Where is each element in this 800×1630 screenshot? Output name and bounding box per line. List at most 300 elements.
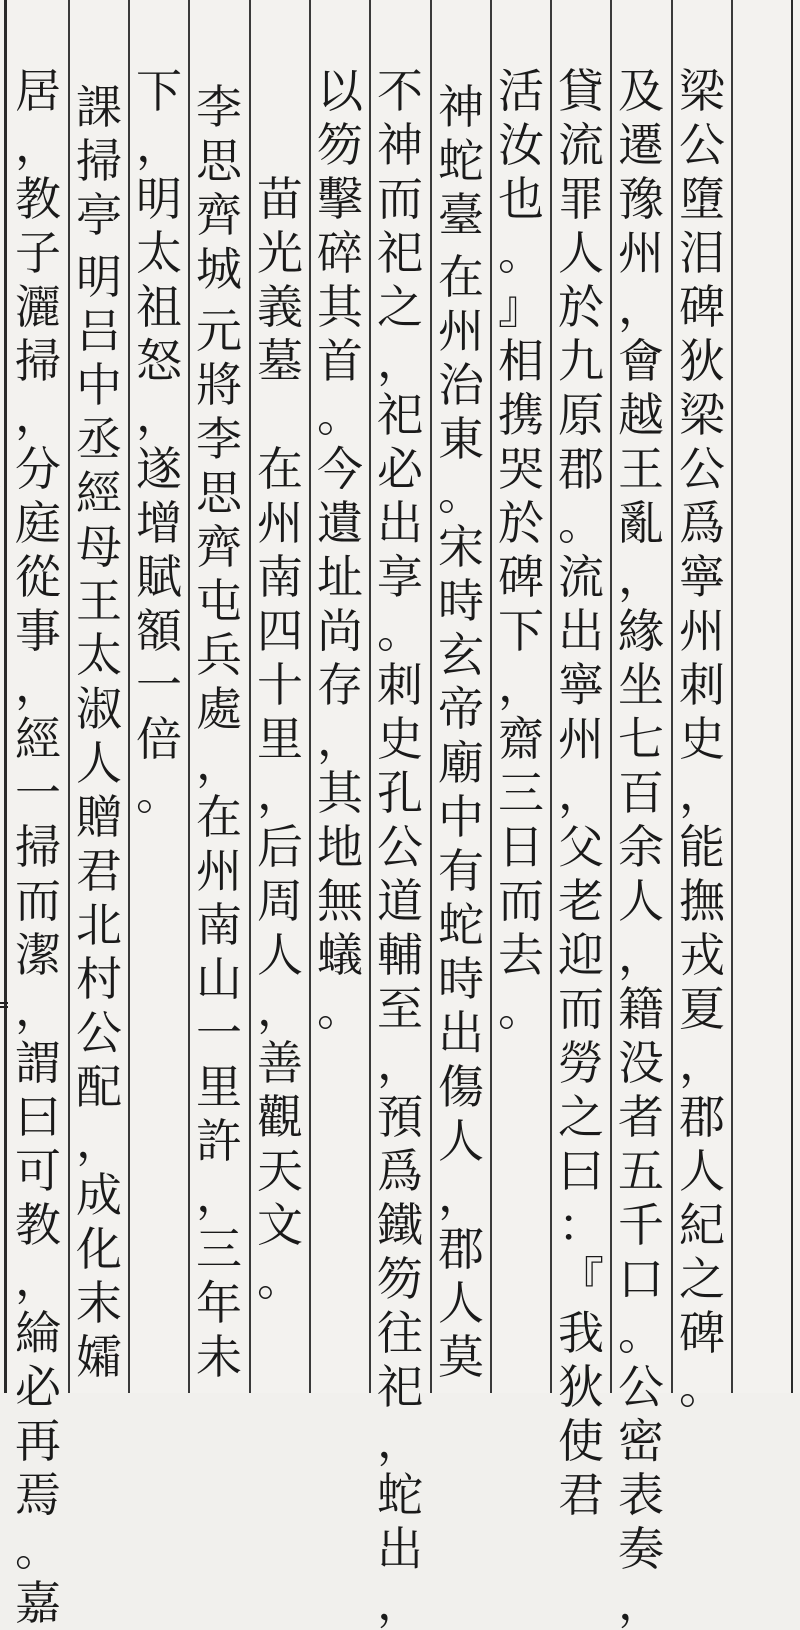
- text-char: 州: [558, 712, 604, 766]
- text-char: ，: [618, 928, 664, 982]
- text-char: 存: [317, 658, 363, 712]
- text-char: 中: [438, 790, 484, 844]
- text-char: 相: [498, 334, 544, 388]
- text-char: 元: [196, 304, 242, 358]
- text-char: 曰: [15, 1090, 61, 1144]
- text-char: 人: [438, 1276, 484, 1330]
- text-char: 貸: [558, 64, 604, 118]
- text-char: ，: [196, 736, 242, 790]
- text-char: 村: [76, 952, 122, 1006]
- text-char: 時: [438, 952, 484, 1006]
- text-char: 十: [257, 658, 303, 712]
- text-char: ，: [15, 658, 61, 712]
- text-char: 』: [498, 280, 544, 334]
- column-rule: [430, 0, 432, 1393]
- text-char: 必: [377, 442, 423, 496]
- column-rule: [490, 0, 492, 1393]
- text-char: 屯: [196, 574, 242, 628]
- text-char: ，: [679, 766, 725, 820]
- text-char: 我: [558, 1306, 604, 1360]
- text-char: 宋: [438, 520, 484, 574]
- text-char: 光: [257, 226, 303, 280]
- text-char: 鐵: [377, 1198, 423, 1252]
- column-rule: [610, 0, 612, 1393]
- text-char: 末: [76, 1276, 122, 1330]
- text-char: 而: [498, 874, 544, 928]
- text-char: 碎: [317, 226, 363, 280]
- text-char: 以: [317, 64, 363, 118]
- text-char: 父: [558, 820, 604, 874]
- text-char: 輔: [377, 928, 423, 982]
- text-char: 君: [76, 844, 122, 898]
- text-char: 神: [438, 80, 484, 134]
- text-char: [0, 442, 8, 496]
- text-char: 。: [558, 496, 604, 550]
- text-column: [310, 64, 370, 1384]
- text-char: 。: [498, 982, 544, 1036]
- text-char: 母: [76, 520, 122, 574]
- text-char: 教: [15, 172, 61, 226]
- text-char: 臺: [438, 188, 484, 242]
- text-char: 越: [618, 388, 664, 442]
- text-char: [0, 118, 8, 172]
- text-char: 玄: [438, 628, 484, 682]
- text-char: 李: [196, 80, 242, 134]
- text-char: 於: [558, 280, 604, 334]
- text-char: 課: [76, 80, 122, 134]
- text-char: 蛇: [377, 1468, 423, 1522]
- text-char: 其: [317, 766, 363, 820]
- text-char: 成: [76, 1168, 122, 1222]
- text-char: 出: [377, 496, 423, 550]
- text-char: [0, 496, 8, 550]
- text-char: 首: [317, 334, 363, 388]
- text-char: 觀: [257, 1090, 303, 1144]
- text-char: 北: [76, 898, 122, 952]
- text-char: ，: [618, 1576, 664, 1630]
- text-char: 太: [76, 628, 122, 682]
- text-char: 表: [618, 1468, 664, 1522]
- text-char: 往: [377, 1306, 423, 1360]
- text-char: 處: [196, 682, 242, 736]
- text-char: 紀: [679, 1198, 725, 1252]
- text-char: 流: [558, 118, 604, 172]
- text-char: 日: [498, 820, 544, 874]
- text-char: 一: [196, 1006, 242, 1060]
- text-char: 無: [317, 874, 363, 928]
- text-char: 焉: [15, 1468, 61, 1522]
- text-char: 千: [618, 1198, 664, 1252]
- text-char: 籍: [618, 982, 664, 1036]
- text-char: 没: [618, 1036, 664, 1090]
- text-char: 州: [618, 226, 664, 280]
- text-char: 。: [15, 1522, 61, 1576]
- text-char: 公: [618, 1360, 664, 1414]
- text-char: 有: [438, 844, 484, 898]
- text-char: 許: [196, 1114, 242, 1168]
- text-char: 擊: [317, 172, 363, 226]
- text-char: 也: [498, 172, 544, 226]
- text-char: 州: [679, 604, 725, 658]
- text-char: [0, 766, 8, 820]
- column-rule: [369, 0, 371, 1393]
- text-char: 去: [498, 928, 544, 982]
- text-char: 老: [558, 874, 604, 928]
- text-char: 綸: [15, 1306, 61, 1360]
- text-column: [551, 64, 611, 1522]
- text-char: 治: [438, 358, 484, 412]
- text-char: 嘉: [15, 1576, 61, 1630]
- text-char: 公: [679, 442, 725, 496]
- page-right-border: [791, 0, 793, 1393]
- text-char: 曰: [558, 1144, 604, 1198]
- text-char: 。: [679, 1360, 725, 1414]
- text-char: 文: [257, 1198, 303, 1252]
- text-char: 。: [317, 388, 363, 442]
- column-rule: [550, 0, 552, 1393]
- text-char: 爲: [679, 496, 725, 550]
- text-char: [0, 388, 8, 442]
- text-char: 增: [136, 496, 182, 550]
- text-column: [611, 64, 671, 1630]
- text-char: 傷: [438, 1060, 484, 1114]
- text-char: 墓: [257, 334, 303, 388]
- text-char: 遷: [618, 118, 664, 172]
- text-column: [491, 64, 551, 1384]
- text-char: 庭: [15, 496, 61, 550]
- text-char: 及: [618, 64, 664, 118]
- text-char: 未: [196, 1330, 242, 1384]
- text-char: 子: [15, 226, 61, 280]
- text-char: 灑: [15, 280, 61, 334]
- text-char: 明: [136, 172, 182, 226]
- text-char: 活: [498, 64, 544, 118]
- text-char: 梁: [679, 388, 725, 442]
- text-char: 齋: [498, 712, 544, 766]
- text-char: 山: [196, 952, 242, 1006]
- text-char: 天: [257, 1144, 303, 1198]
- text-column: [189, 64, 249, 1384]
- text-char: 哭: [498, 442, 544, 496]
- text-char: 碑: [498, 550, 544, 604]
- text-char: 經: [76, 466, 122, 520]
- text-char: 化: [76, 1222, 122, 1276]
- text-char: 預: [377, 1090, 423, 1144]
- text-column: [672, 64, 732, 1414]
- text-char: 至: [377, 982, 423, 1036]
- text-char: 丞: [76, 412, 122, 466]
- column-rule: [68, 0, 70, 1393]
- text-char: 笏: [317, 118, 363, 172]
- text-char: [0, 604, 8, 658]
- text-char: 迎: [558, 928, 604, 982]
- text-char: 三: [498, 766, 544, 820]
- column-rule: [249, 0, 251, 1393]
- text-char: 蛇: [438, 898, 484, 952]
- text-char: 人: [76, 736, 122, 790]
- text-char: 公: [76, 1006, 122, 1060]
- text-char: 南: [257, 550, 303, 604]
- text-char: ，: [76, 1114, 122, 1168]
- text-char: 可: [15, 1144, 61, 1198]
- text-char: 笏: [377, 1252, 423, 1306]
- text-char: 東: [438, 412, 484, 466]
- text-char: 其: [317, 280, 363, 334]
- text-char: 郡: [438, 1222, 484, 1276]
- text-char: ：: [558, 1198, 604, 1252]
- text-char: 遺: [317, 496, 363, 550]
- text-char: 九: [558, 334, 604, 388]
- text-char: 『: [558, 1252, 604, 1306]
- text-char: 夏: [679, 982, 725, 1036]
- text-char: 齊: [196, 520, 242, 574]
- text-char: 之: [679, 1252, 725, 1306]
- text-char: 額: [136, 604, 182, 658]
- text-char: ，: [377, 1036, 423, 1090]
- text-char: 謂: [15, 1036, 61, 1090]
- text-char: 使: [558, 1414, 604, 1468]
- text-column: [8, 64, 68, 1630]
- text-char: 年: [196, 1276, 242, 1330]
- text-char: 在: [438, 250, 484, 304]
- text-char: ，: [15, 982, 61, 1036]
- text-char: ，: [618, 550, 664, 604]
- text-column: [431, 64, 491, 1384]
- text-char: 從: [15, 550, 61, 604]
- text-char: ，: [618, 280, 664, 334]
- text-char: 刺: [679, 658, 725, 712]
- text-char: 必: [15, 1360, 61, 1414]
- text-char: 百: [618, 766, 664, 820]
- text-char: 而: [558, 982, 604, 1036]
- text-char: 州: [438, 304, 484, 358]
- text-char: 緣: [618, 604, 664, 658]
- text-char: 亭: [76, 188, 122, 242]
- text-char: 道: [377, 874, 423, 928]
- text-char: [0, 712, 8, 766]
- text-char: [0, 64, 8, 118]
- text-char: 蛇: [438, 134, 484, 188]
- text-char: 廟: [438, 736, 484, 790]
- text-char: 里: [196, 1060, 242, 1114]
- text-char: 公: [377, 820, 423, 874]
- text-char: 。: [618, 1306, 664, 1360]
- column-rule: [128, 0, 130, 1393]
- text-char: 享: [377, 550, 423, 604]
- text-char: [0, 172, 8, 226]
- text-char: 掃: [76, 134, 122, 188]
- text-char: 蟻: [317, 928, 363, 982]
- text-char: ，: [15, 1252, 61, 1306]
- text-char: 密: [618, 1414, 664, 1468]
- text-char: 賦: [136, 550, 182, 604]
- text-char: 潔: [15, 928, 61, 982]
- text-char: 郡: [558, 442, 604, 496]
- text-char: 時: [438, 574, 484, 628]
- text-char: 再: [15, 1414, 61, 1468]
- text-char: ，: [257, 766, 303, 820]
- text-char: ，: [15, 118, 61, 172]
- text-char: 。: [136, 766, 182, 820]
- text-char: 豫: [618, 172, 664, 226]
- text-char: 寧: [558, 658, 604, 712]
- text-char: [0, 334, 8, 388]
- text-char: 携: [498, 388, 544, 442]
- text-char: 人: [679, 1144, 725, 1198]
- text-char: 而: [15, 874, 61, 928]
- text-char: 下: [136, 64, 182, 118]
- text-char: 祖: [136, 280, 182, 334]
- text-char: 中: [76, 358, 122, 412]
- text-char: 勞: [558, 1036, 604, 1090]
- text-char: 五: [618, 1144, 664, 1198]
- text-char: 余: [618, 820, 664, 874]
- text-char: 君: [558, 1468, 604, 1522]
- text-char: 口: [618, 1252, 664, 1306]
- text-char: 贈: [76, 790, 122, 844]
- text-char: 出: [438, 1006, 484, 1060]
- text-char: 碑: [679, 280, 725, 334]
- text-char: 。: [257, 1252, 303, 1306]
- text-char: 人: [618, 874, 664, 928]
- text-char: 祀: [377, 226, 423, 280]
- text-char: 狄: [679, 334, 725, 388]
- text-char: 義: [257, 280, 303, 334]
- text-char: 掃: [15, 820, 61, 874]
- column-rule: [671, 0, 673, 1393]
- text-char: 之: [558, 1090, 604, 1144]
- text-char: 在: [257, 442, 303, 496]
- text-char: 里: [257, 712, 303, 766]
- text-char: 者: [618, 1090, 664, 1144]
- text-char: 會: [618, 334, 664, 388]
- text-char: 事: [15, 604, 61, 658]
- text-char: 出: [377, 1522, 423, 1576]
- text-char: 戎: [679, 928, 725, 982]
- text-char: 梁: [679, 64, 725, 118]
- text-char: 配: [76, 1060, 122, 1114]
- text-char: 今: [317, 442, 363, 496]
- text-char: 撫: [679, 874, 725, 928]
- text-char: 莫: [438, 1330, 484, 1384]
- text-char: 。: [377, 604, 423, 658]
- text-char: 善: [257, 1036, 303, 1090]
- text-char: 亂: [618, 496, 664, 550]
- text-char: 墮: [679, 172, 725, 226]
- text-char: 居: [15, 64, 61, 118]
- text-char: 明: [76, 250, 122, 304]
- text-char: 三: [196, 1222, 242, 1276]
- text-char: 汝: [498, 118, 544, 172]
- text-char: ，: [317, 712, 363, 766]
- text-char: 流: [558, 550, 604, 604]
- text-char: 掃: [15, 334, 61, 388]
- text-char: 兵: [196, 628, 242, 682]
- text-char: 一: [15, 766, 61, 820]
- text-column: [370, 64, 430, 1630]
- text-char: ，: [498, 658, 544, 712]
- text-column: [129, 64, 189, 1384]
- text-char: 奏: [618, 1522, 664, 1576]
- text-char: 南: [196, 898, 242, 952]
- text-char: 一: [136, 658, 182, 712]
- text-char: 坐: [618, 658, 664, 712]
- text-char: 州: [257, 496, 303, 550]
- text-char: 址: [317, 550, 363, 604]
- text-char: ，: [15, 388, 61, 442]
- text-char: 泪: [679, 226, 725, 280]
- text-char: 孔: [377, 766, 423, 820]
- text-char: 史: [679, 712, 725, 766]
- text-char: 分: [15, 442, 61, 496]
- text-char: 能: [679, 820, 725, 874]
- text-char: 經: [15, 712, 61, 766]
- text-char: 刺: [377, 658, 423, 712]
- text-char: 淑: [76, 682, 122, 736]
- text-char: 公: [679, 118, 725, 172]
- text-char: 周: [257, 874, 303, 928]
- text-char: 祀: [377, 388, 423, 442]
- text-char: 。: [498, 226, 544, 280]
- text-char: 將: [196, 358, 242, 412]
- text-char: [0, 280, 8, 334]
- text-char: 王: [76, 574, 122, 628]
- text-column: [0, 64, 8, 1384]
- text-char: ，: [558, 766, 604, 820]
- text-char: 郡: [679, 1090, 725, 1144]
- text-char: ，: [377, 334, 423, 388]
- text-char: 后: [257, 820, 303, 874]
- text-char: ，: [679, 1036, 725, 1090]
- text-char: 寧: [679, 550, 725, 604]
- text-char: 城: [196, 242, 242, 296]
- text-char: 孀: [76, 1330, 122, 1384]
- text-char: ，: [257, 982, 303, 1036]
- text-char: ，: [377, 1576, 423, 1630]
- text-char: 太: [136, 226, 182, 280]
- text-char: ，: [377, 1414, 423, 1468]
- text-char: 人: [257, 928, 303, 982]
- text-char: 狄: [558, 1360, 604, 1414]
- text-char: 遂: [136, 442, 182, 496]
- text-char: 人: [438, 1114, 484, 1168]
- text-char: [0, 550, 8, 604]
- column-rule: [309, 0, 311, 1393]
- text-char: 李: [196, 412, 242, 466]
- text-char: 思: [196, 134, 242, 188]
- text-char: 罪: [558, 172, 604, 226]
- text-char: 。: [438, 466, 484, 520]
- text-char: 州: [196, 844, 242, 898]
- text-char: ，: [196, 1168, 242, 1222]
- text-char: 怒: [136, 334, 182, 388]
- text-char: 倍: [136, 712, 182, 766]
- text-char: 在: [196, 790, 242, 844]
- text-char: 於: [498, 496, 544, 550]
- text-char: 下: [498, 604, 544, 658]
- text-char: 吕: [76, 304, 122, 358]
- text-char: 神: [377, 118, 423, 172]
- text-char: ，: [438, 1168, 484, 1222]
- text-char: ，: [136, 388, 182, 442]
- text-char: 祀: [377, 1360, 423, 1414]
- text-char: 不: [377, 64, 423, 118]
- text-column: [250, 64, 310, 1384]
- text-char: 爲: [377, 1144, 423, 1198]
- column-rule: [731, 0, 733, 1393]
- text-char: 四: [257, 604, 303, 658]
- text-char: 思: [196, 466, 242, 520]
